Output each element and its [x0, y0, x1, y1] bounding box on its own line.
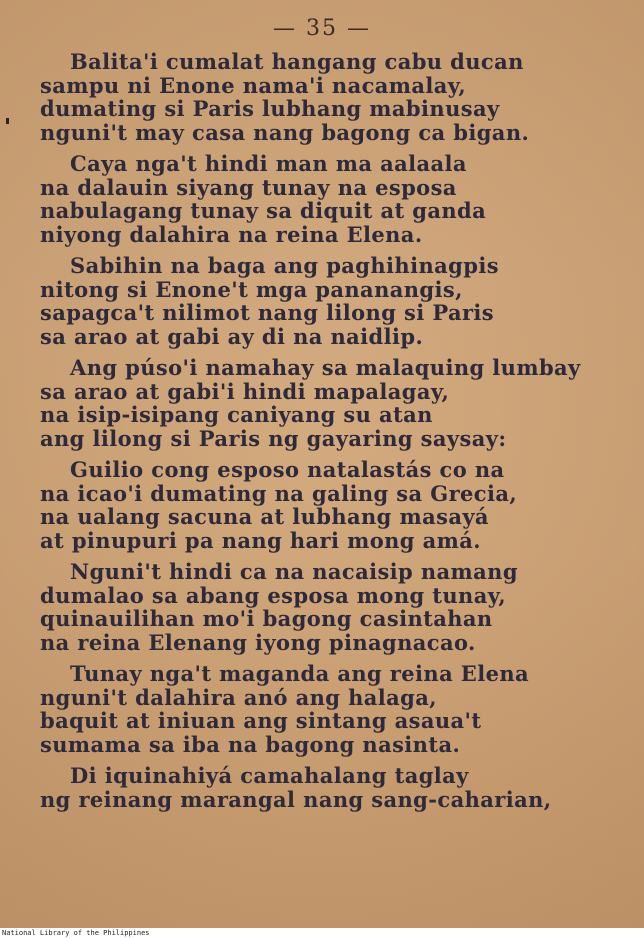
poem-line: Nguni't hindi ca na nacaisip namang: [70, 559, 518, 584]
poem-line: nguni't may casa nang bagong ca bigan.: [40, 119, 530, 145]
poem-line: niyong dalahira na reina Elena.: [40, 221, 423, 247]
poem-line: na icao'i dumating na galing sa Grecia,: [40, 480, 518, 506]
poem-text: [40, 50, 600, 819]
poem-line: Di iquinahiyá camahalang taglay: [70, 763, 469, 788]
poem-line: na ualang sacuna at lubhang masayá: [40, 504, 489, 529]
poem-line: sampu ni Enone nama'i nacamalay,: [40, 72, 467, 98]
poem-line: dumating si Paris lubhang mabinusay: [40, 96, 500, 121]
poem-line: sapagca't nilimot nang lilong si Paris: [40, 300, 495, 325]
poem-line: na dalauin siyang tunay na esposa: [40, 174, 457, 200]
poem-line: nitong si Enone't mga pananangis,: [40, 276, 463, 302]
stanza: [40, 254, 600, 348]
stanza: [40, 458, 600, 552]
poem-line: Guilio cong esposo natalastás co na: [70, 457, 505, 482]
poem-line: sumama sa iba na bagong nasinta.: [40, 731, 461, 757]
stanza: [40, 764, 600, 811]
poem-line: baquit at iniuan ang sintang asaua't: [40, 708, 482, 733]
poem-line: Ang púso'i namahay sa malaquing lumbay: [70, 355, 581, 380]
poem-line: Balita'i cumalat hangang cabu ducan: [70, 49, 524, 74]
poem-line: nabulagang tunay sa diquit at ganda: [40, 198, 487, 223]
margin-mark: [6, 118, 9, 124]
stanza: [40, 50, 600, 144]
poem-line: dumalao sa abang esposa mong tunay,: [40, 582, 507, 608]
poem-line: na reina Elenang iyong pinagnacao.: [40, 629, 476, 655]
poem-line: ng reinang marangal nang sang-caharian,: [40, 786, 552, 812]
stanza: [40, 662, 600, 756]
poem-line: nguni't dalahira anó ang halaga,: [40, 684, 437, 710]
poem-line: sa arao at gabi'i hindi mapalagay,: [40, 378, 450, 404]
poem-line: Tunay nga't maganda ang reina Elena: [70, 661, 530, 686]
stanza: [40, 152, 600, 246]
stanza: [40, 356, 600, 450]
poem-line: sa arao at gabi ay di na naidlip.: [40, 323, 424, 349]
poem-line: na isip-isipang caniyang su atan: [40, 402, 433, 427]
library-credit: National Library of the Philippines: [2, 929, 150, 937]
poem-line: ang lilong si Paris ng gayaring saysay:: [40, 425, 507, 451]
stanza: [40, 560, 600, 654]
poem-line: Caya nga't hindi man ma aalaala: [70, 151, 467, 176]
poem-line: at pinupuri pa nang hari mong amá.: [40, 527, 481, 553]
poem-line: Sabihin na baga ang paghihinagpis: [70, 253, 499, 278]
page-number: — 35 —: [273, 16, 371, 41]
poem-line: quinauilihan mo'i bagong casintahan: [40, 606, 493, 631]
